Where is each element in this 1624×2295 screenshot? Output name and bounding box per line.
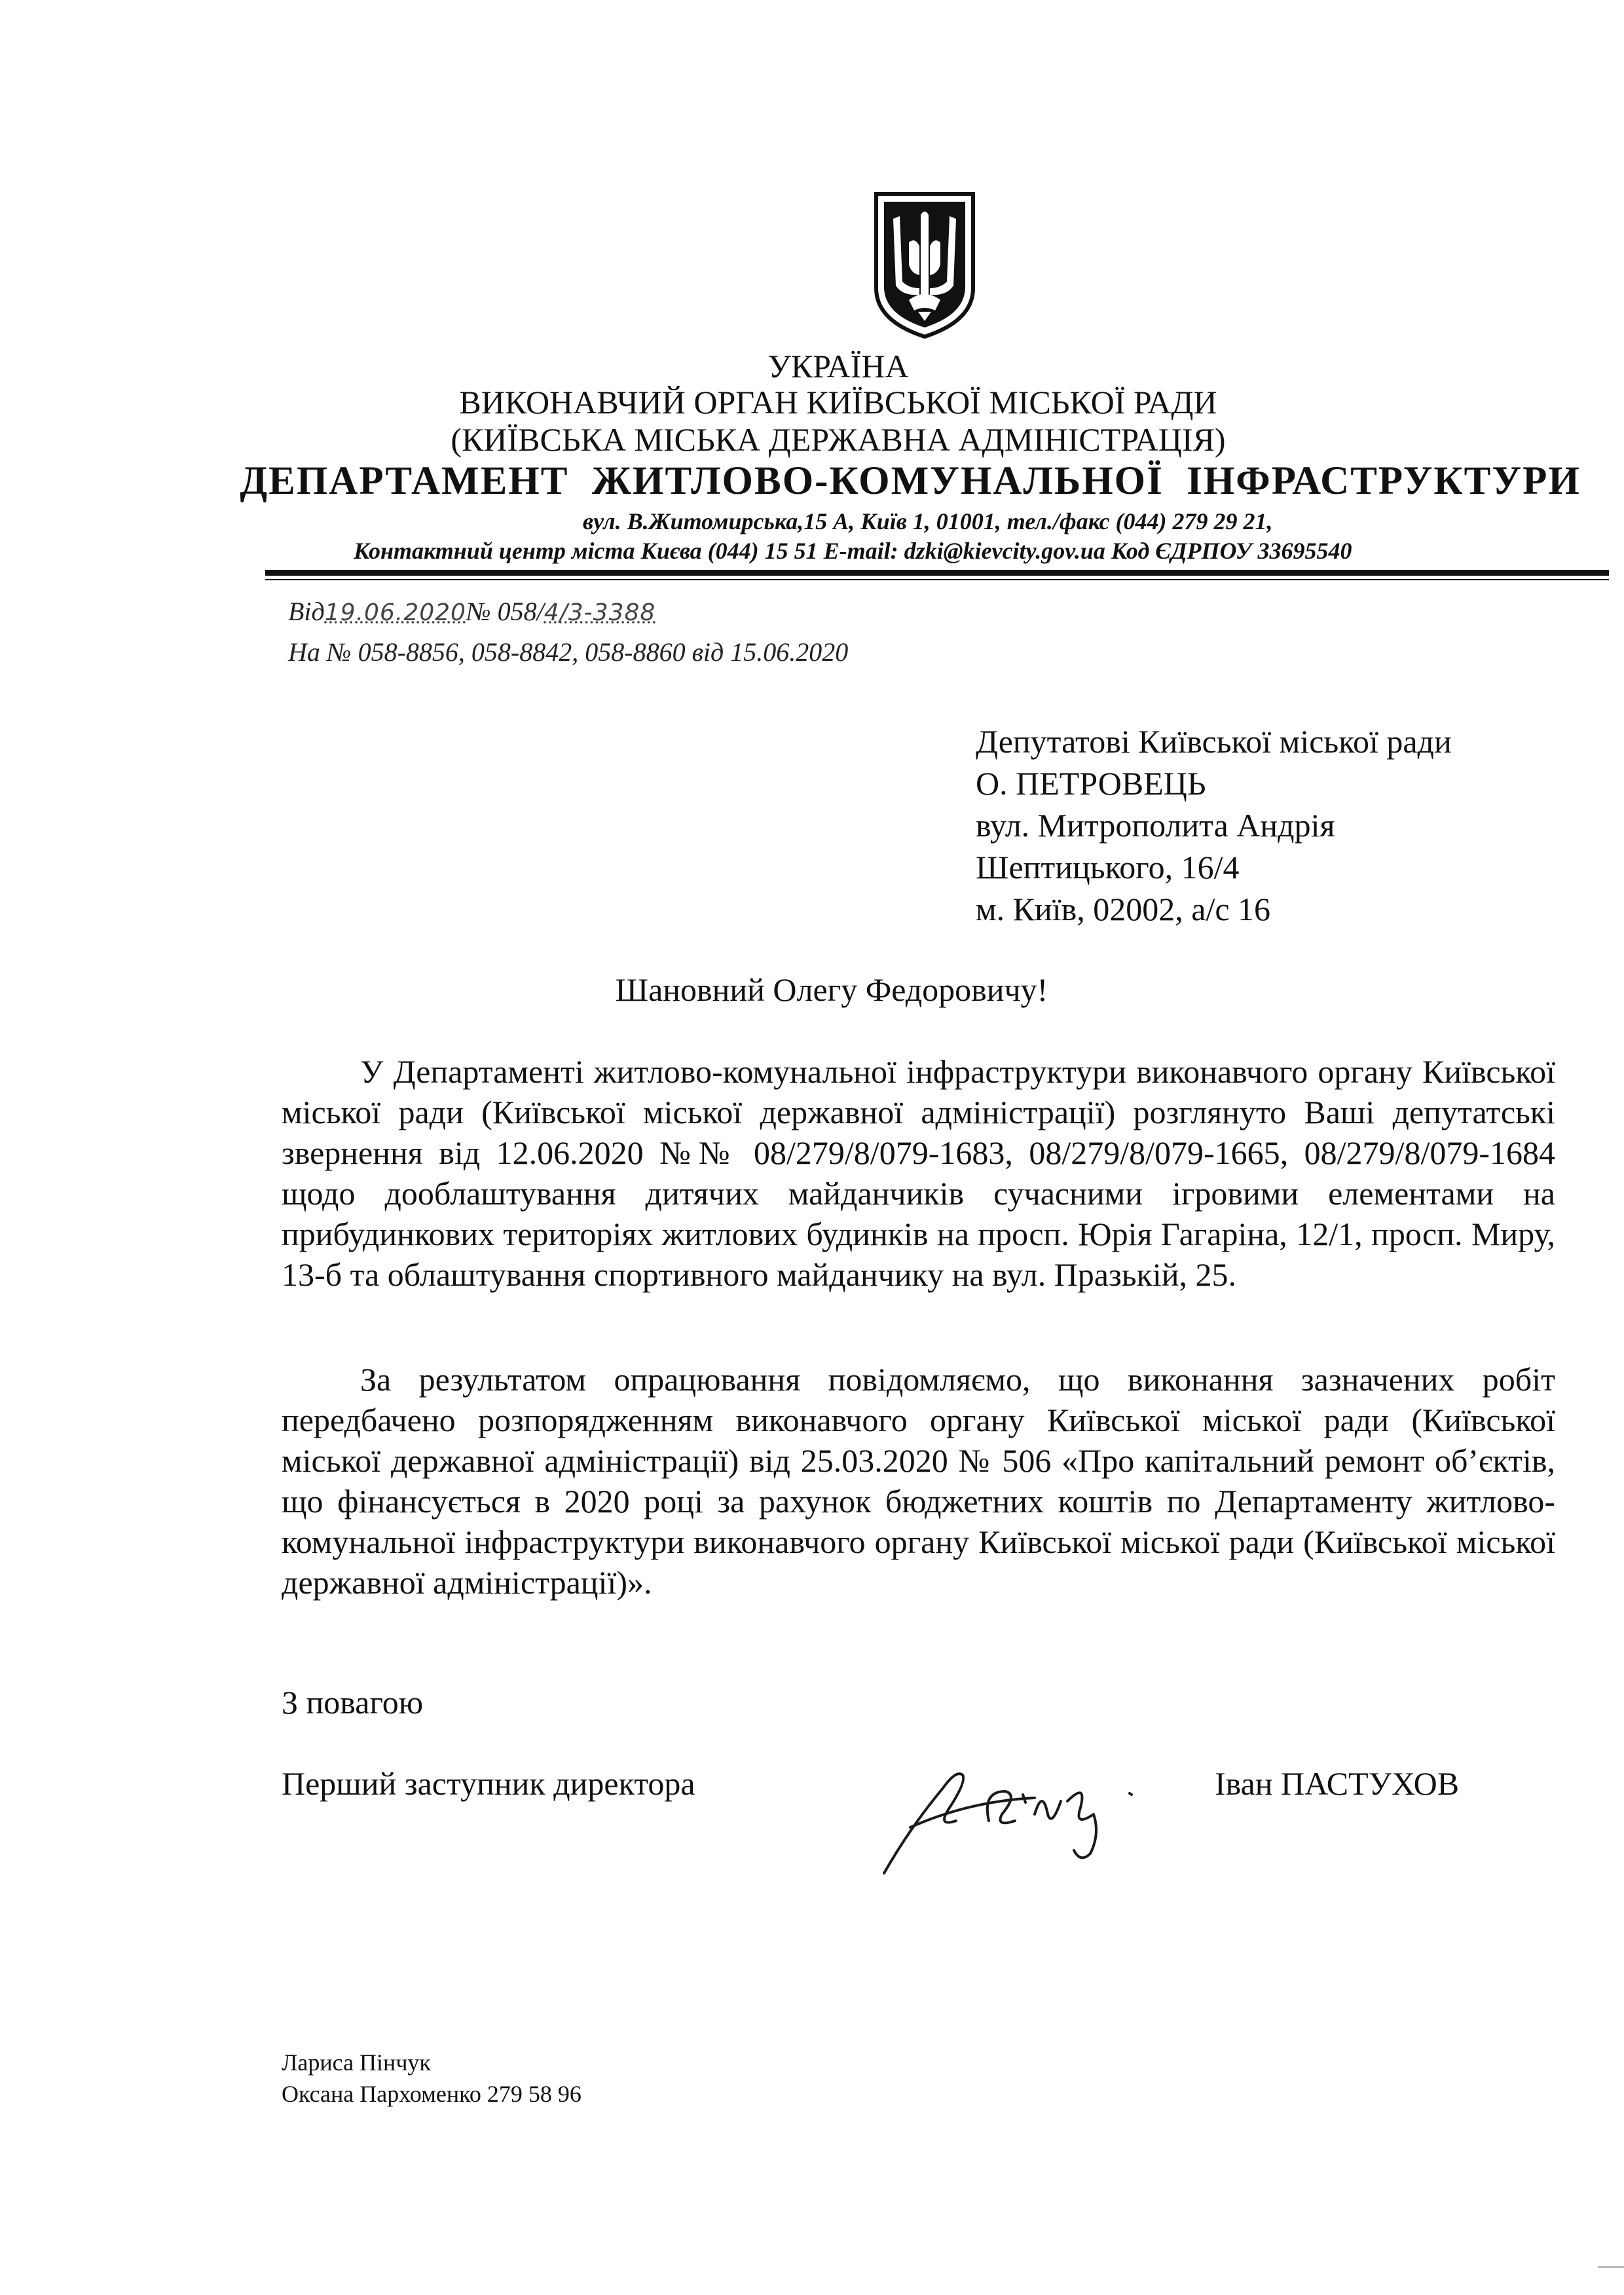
reference-number-prefix: № 058/	[466, 597, 544, 626]
outgoing-reference	[288, 596, 655, 627]
addressee-block	[976, 720, 1452, 930]
addressee-building: Шептицького, 16/4	[976, 849, 1240, 886]
handwritten-signature	[871, 1729, 1166, 1880]
executor-1: Лариса Пінчук	[282, 2049, 431, 2076]
incoming-reference: На № 058-8856, 058-8842, 058-8860 від 15.06.2020	[288, 637, 849, 667]
salutation: Шановний Олегу Федоровичу!	[615, 971, 1048, 1008]
letterhead-department: ДЕПАРТАМЕНТ ЖИТЛОВО-КОМУНАЛЬНОЇ ІНФРАСТРУКТУРИ	[240, 459, 1581, 503]
letterhead-country: УКРАЇНА	[767, 348, 909, 384]
scan-edge-mark	[1598, 2266, 1624, 2268]
letterhead-sub-organ: (КИЇВСЬКА МІСЬКА ДЕРЖАВНА АДМІНІСТРАЦІЯ)	[451, 421, 1226, 458]
trident-emblem-icon	[872, 190, 977, 341]
reference-from-prefix: Від	[288, 597, 325, 626]
executor-2: Оксана Пархоменко 279 58 96	[282, 2081, 581, 2107]
letterhead-contacts: Контактний центр міста Києва (044) 15 51 E-mail: dzki@kievcity.gov.ua Код ЄДРПОУ 33695540	[354, 538, 1352, 564]
addressee-name: О. ПЕТРОВЕЦЬ	[976, 765, 1206, 802]
signer-position: Перший заступник директора	[282, 1765, 695, 1802]
letterhead-divider-thin	[265, 579, 1609, 580]
addressee-city: м. Київ, 02002, а/с 16	[976, 891, 1271, 927]
reference-date: 19.06.2020	[324, 599, 466, 626]
letterhead-organ: ВИКОНАВЧИЙ ОРГАН КИЇВСЬКОЇ МІСЬКОЇ РАДИ	[459, 384, 1217, 420]
addressee-street: вул. Митрополита Андрія	[976, 807, 1335, 844]
body-paragraph-1: У Департаменті житлово-комунальної інфраструктури виконавчого органу Київської міської ради (Київської міської державної адміністрації) розглянуто Ваші депутатські звернення від 12.06.2020 №№ 08/279/8/079-1683, 08/279/8/079-1665, 08/279/8/079-1684 щодо дооблаштування дитячих майданчиків сучасними ігровими елементами на прибудинкових територіях житлових будинків на просп. Юрія Гагаріна, 12/1, просп. Миру, 13-б та облаштування спортивного майданчику на вул. Празькій, 25.	[282, 1053, 1555, 1293]
reference-number: 4/3-3388	[544, 599, 656, 626]
signer-name: Іван ПАСТУХОВ	[1215, 1765, 1460, 1802]
closing-regards: З повагою	[282, 1684, 424, 1721]
letterhead-address: вул. В.Житомирська,15 А, Київ 1, 01001, тел./факс (044) 279 29 21,	[583, 508, 1273, 534]
letterhead-divider-thick	[265, 570, 1609, 576]
addressee-title: Депутатові Київської міської ради	[976, 723, 1452, 760]
body-paragraph-2: За результатом опрацювання повідомляємо, що виконання зазначених робіт передбачено розпорядженням виконавчого органу Київської міської ради (Київської міської державної адміністрації) від 25.03.2020 № 506 «Про капітальний ремонт об’єктів, що фінансується в 2020 році за рахунок бюджетних коштів по Департаменту житлово-комунальної інфраструктури виконавчого органу Київської міської ради (Київської міської державної адміністрації)».	[282, 1361, 1555, 1601]
executors-block	[282, 2047, 581, 2110]
